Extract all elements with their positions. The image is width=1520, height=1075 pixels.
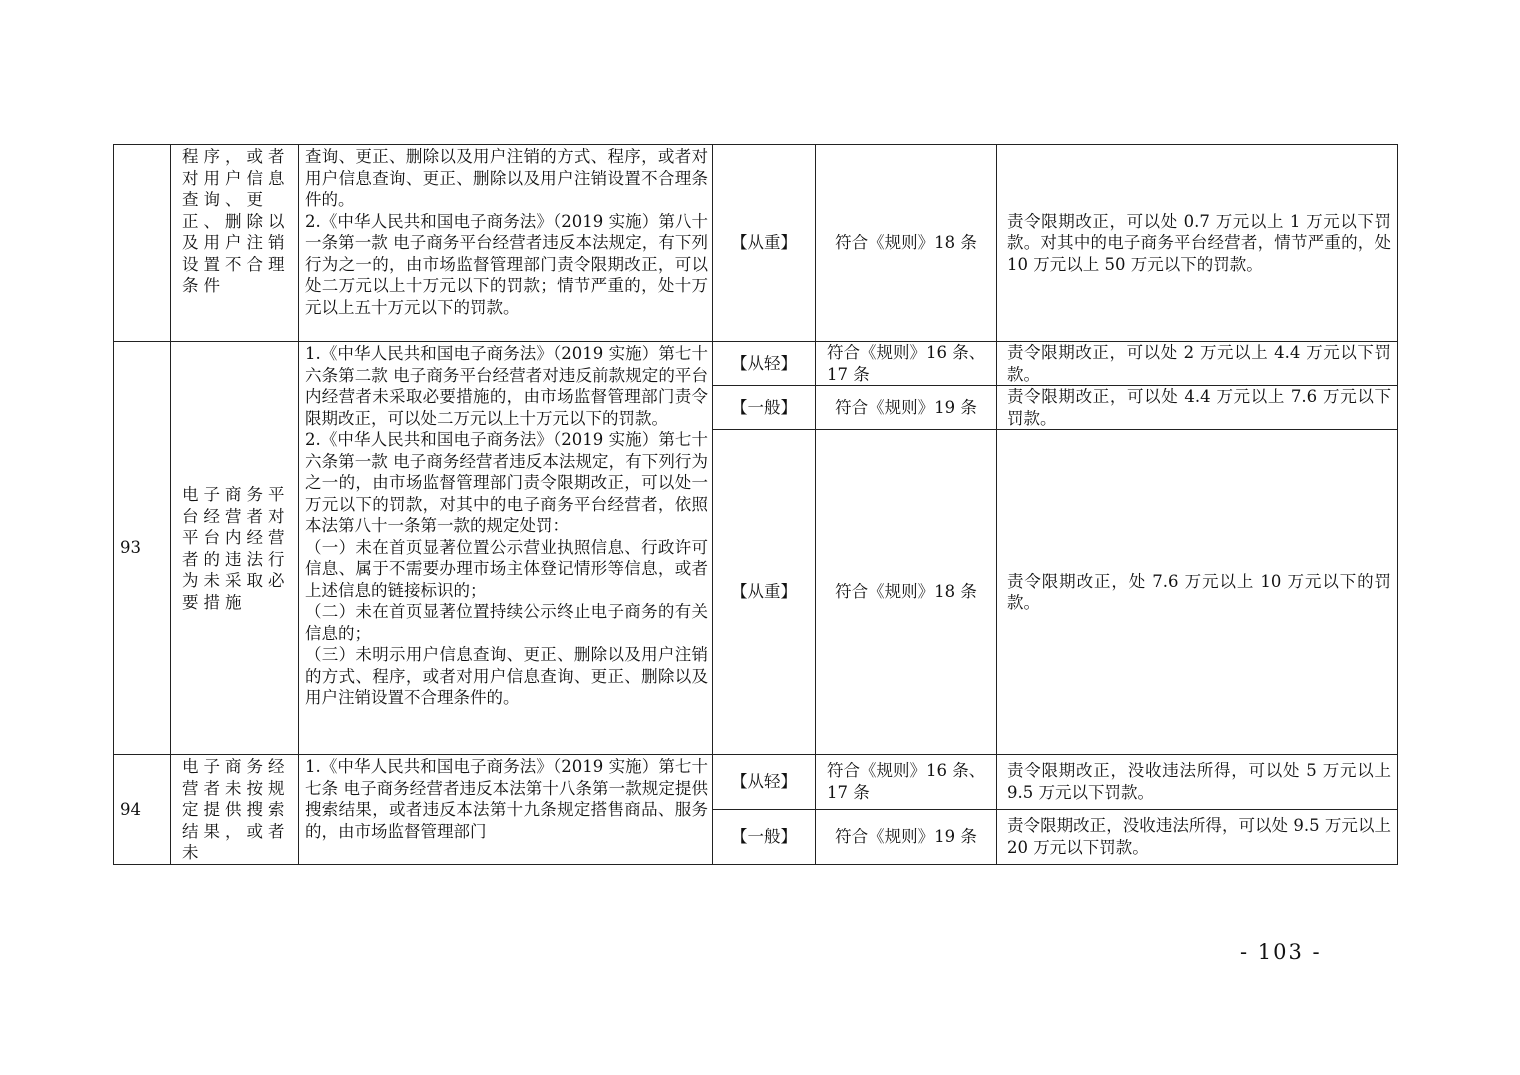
discretion-level-cell: 【从重】 bbox=[713, 145, 816, 342]
legal-basis-cell: 查询、更正、删除以及用户注销的方式、程序，或者对用户信息查询、更正、删除以及用户注销设置不合理条件的。 2.《中华人民共和国电子商务法》（2019 实施）第八十一条第一款 电子商务平台经营者违反本法规定，有下列行为之一的，由市场监督管理部门责令限期改正，可以处二万元以上十万元以下的罚款；情节严重的，处十万元以上五十万元以下的罚款。 bbox=[299, 145, 713, 342]
table-row bbox=[114, 342, 1398, 386]
applicable-rule-cell: 符合《规则》18 条 bbox=[816, 145, 997, 342]
row-number-cell: 93 bbox=[114, 342, 171, 755]
legal-basis-cell: 1.《中华人民共和国电子商务法》（2019 实施）第七十七条 电子商务经营者违反本法第十八条第一款规定提供搜索结果，或者违反本法第十九条规定搭售商品、服务的，由市场监督管理部门 bbox=[299, 755, 713, 865]
penalty-standard-cell: 责令限期改正，没收违法所得，可以处 9.5 万元以上 20 万元以下罚款。 bbox=[997, 809, 1398, 864]
table-row bbox=[114, 145, 1398, 342]
applicable-rule-cell: 符合《规则》16 条、17 条 bbox=[816, 755, 997, 810]
penalty-standard-cell: 责令限期改正，没收违法所得，可以处 5 万元以上 9.5 万元以下罚款。 bbox=[997, 755, 1398, 810]
applicable-rule-cell: 符合《规则》19 条 bbox=[816, 386, 997, 430]
penalty-standard-table bbox=[113, 144, 1398, 865]
penalty-standard-cell: 责令限期改正，处 7.6 万元以上 10 万元以下的罚款。 bbox=[997, 430, 1398, 755]
row-number-cell: 94 bbox=[114, 755, 171, 865]
penalty-standard-cell: 责令限期改正，可以处 2 万元以上 4.4 万元以下罚款。 bbox=[997, 342, 1398, 386]
applicable-rule-cell: 符合《规则》18 条 bbox=[816, 430, 997, 755]
penalty-standard-cell: 责令限期改正，可以处 4.4 万元以上 7.6 万元以下罚款。 bbox=[997, 386, 1398, 430]
violation-name-cell: 电子商务经营者未按规定提供搜索结果，或者未 bbox=[171, 755, 299, 865]
page-number: - 103 - bbox=[1240, 940, 1322, 964]
legal-basis-cell: 1.《中华人民共和国电子商务法》（2019 实施）第七十六条第二款 电子商务平台经营者对违反前款规定的平台内经营者未采取必要措施的，由市场监督管理部门责令限期改正，可以处二万元以上十万元以下的罚款。 2.《中华人民共和国电子商务法》（2019 实施）第七十六条第一款 电子商务经营者违反本法规定，有下列行为之一的，由市场监督管理部门责令限期改正，可以处一万元以下的罚款，对其中的电子商务平台经营者，依照本法第八十一条第一款的规定处罚： （一）未在首页显著位置公示营业执照信息、行政许可信息、属于不需要办理市场主体登记情形等信息，或者上述信息的链接标识的； （二）未在首页显著位置持续公示终止电子商务的有关信息的； （三）未明示用户信息查询、更正、删除以及用户注销的方式、程序，或者对用户信息查询、更正、删除以及用户注销设置不合理条件的。 bbox=[299, 342, 713, 755]
table-row bbox=[114, 755, 1398, 810]
applicable-rule-cell: 符合《规则》19 条 bbox=[816, 809, 997, 864]
discretion-level-cell: 【从轻】 bbox=[713, 342, 816, 386]
violation-name-cell: 程序，或者对用户信息查询、更正、删除以及用户注销设置不合理条件 bbox=[171, 145, 299, 342]
discretion-level-cell: 【从重】 bbox=[713, 430, 816, 755]
violation-name-cell: 电子商务平台经营者对平台内经营者的违法行为未采取必要措施 bbox=[171, 342, 299, 755]
discretion-level-cell: 【一般】 bbox=[713, 809, 816, 864]
discretion-level-cell: 【一般】 bbox=[713, 386, 816, 430]
penalty-standard-cell: 责令限期改正，可以处 0.7 万元以上 1 万元以下罚款。对其中的电子商务平台经营者，情节严重的，处 10 万元以上 50 万元以下的罚款。 bbox=[997, 145, 1398, 342]
applicable-rule-cell: 符合《规则》16 条、17 条 bbox=[816, 342, 997, 386]
discretion-level-cell: 【从轻】 bbox=[713, 755, 816, 810]
row-number-cell bbox=[114, 145, 171, 342]
